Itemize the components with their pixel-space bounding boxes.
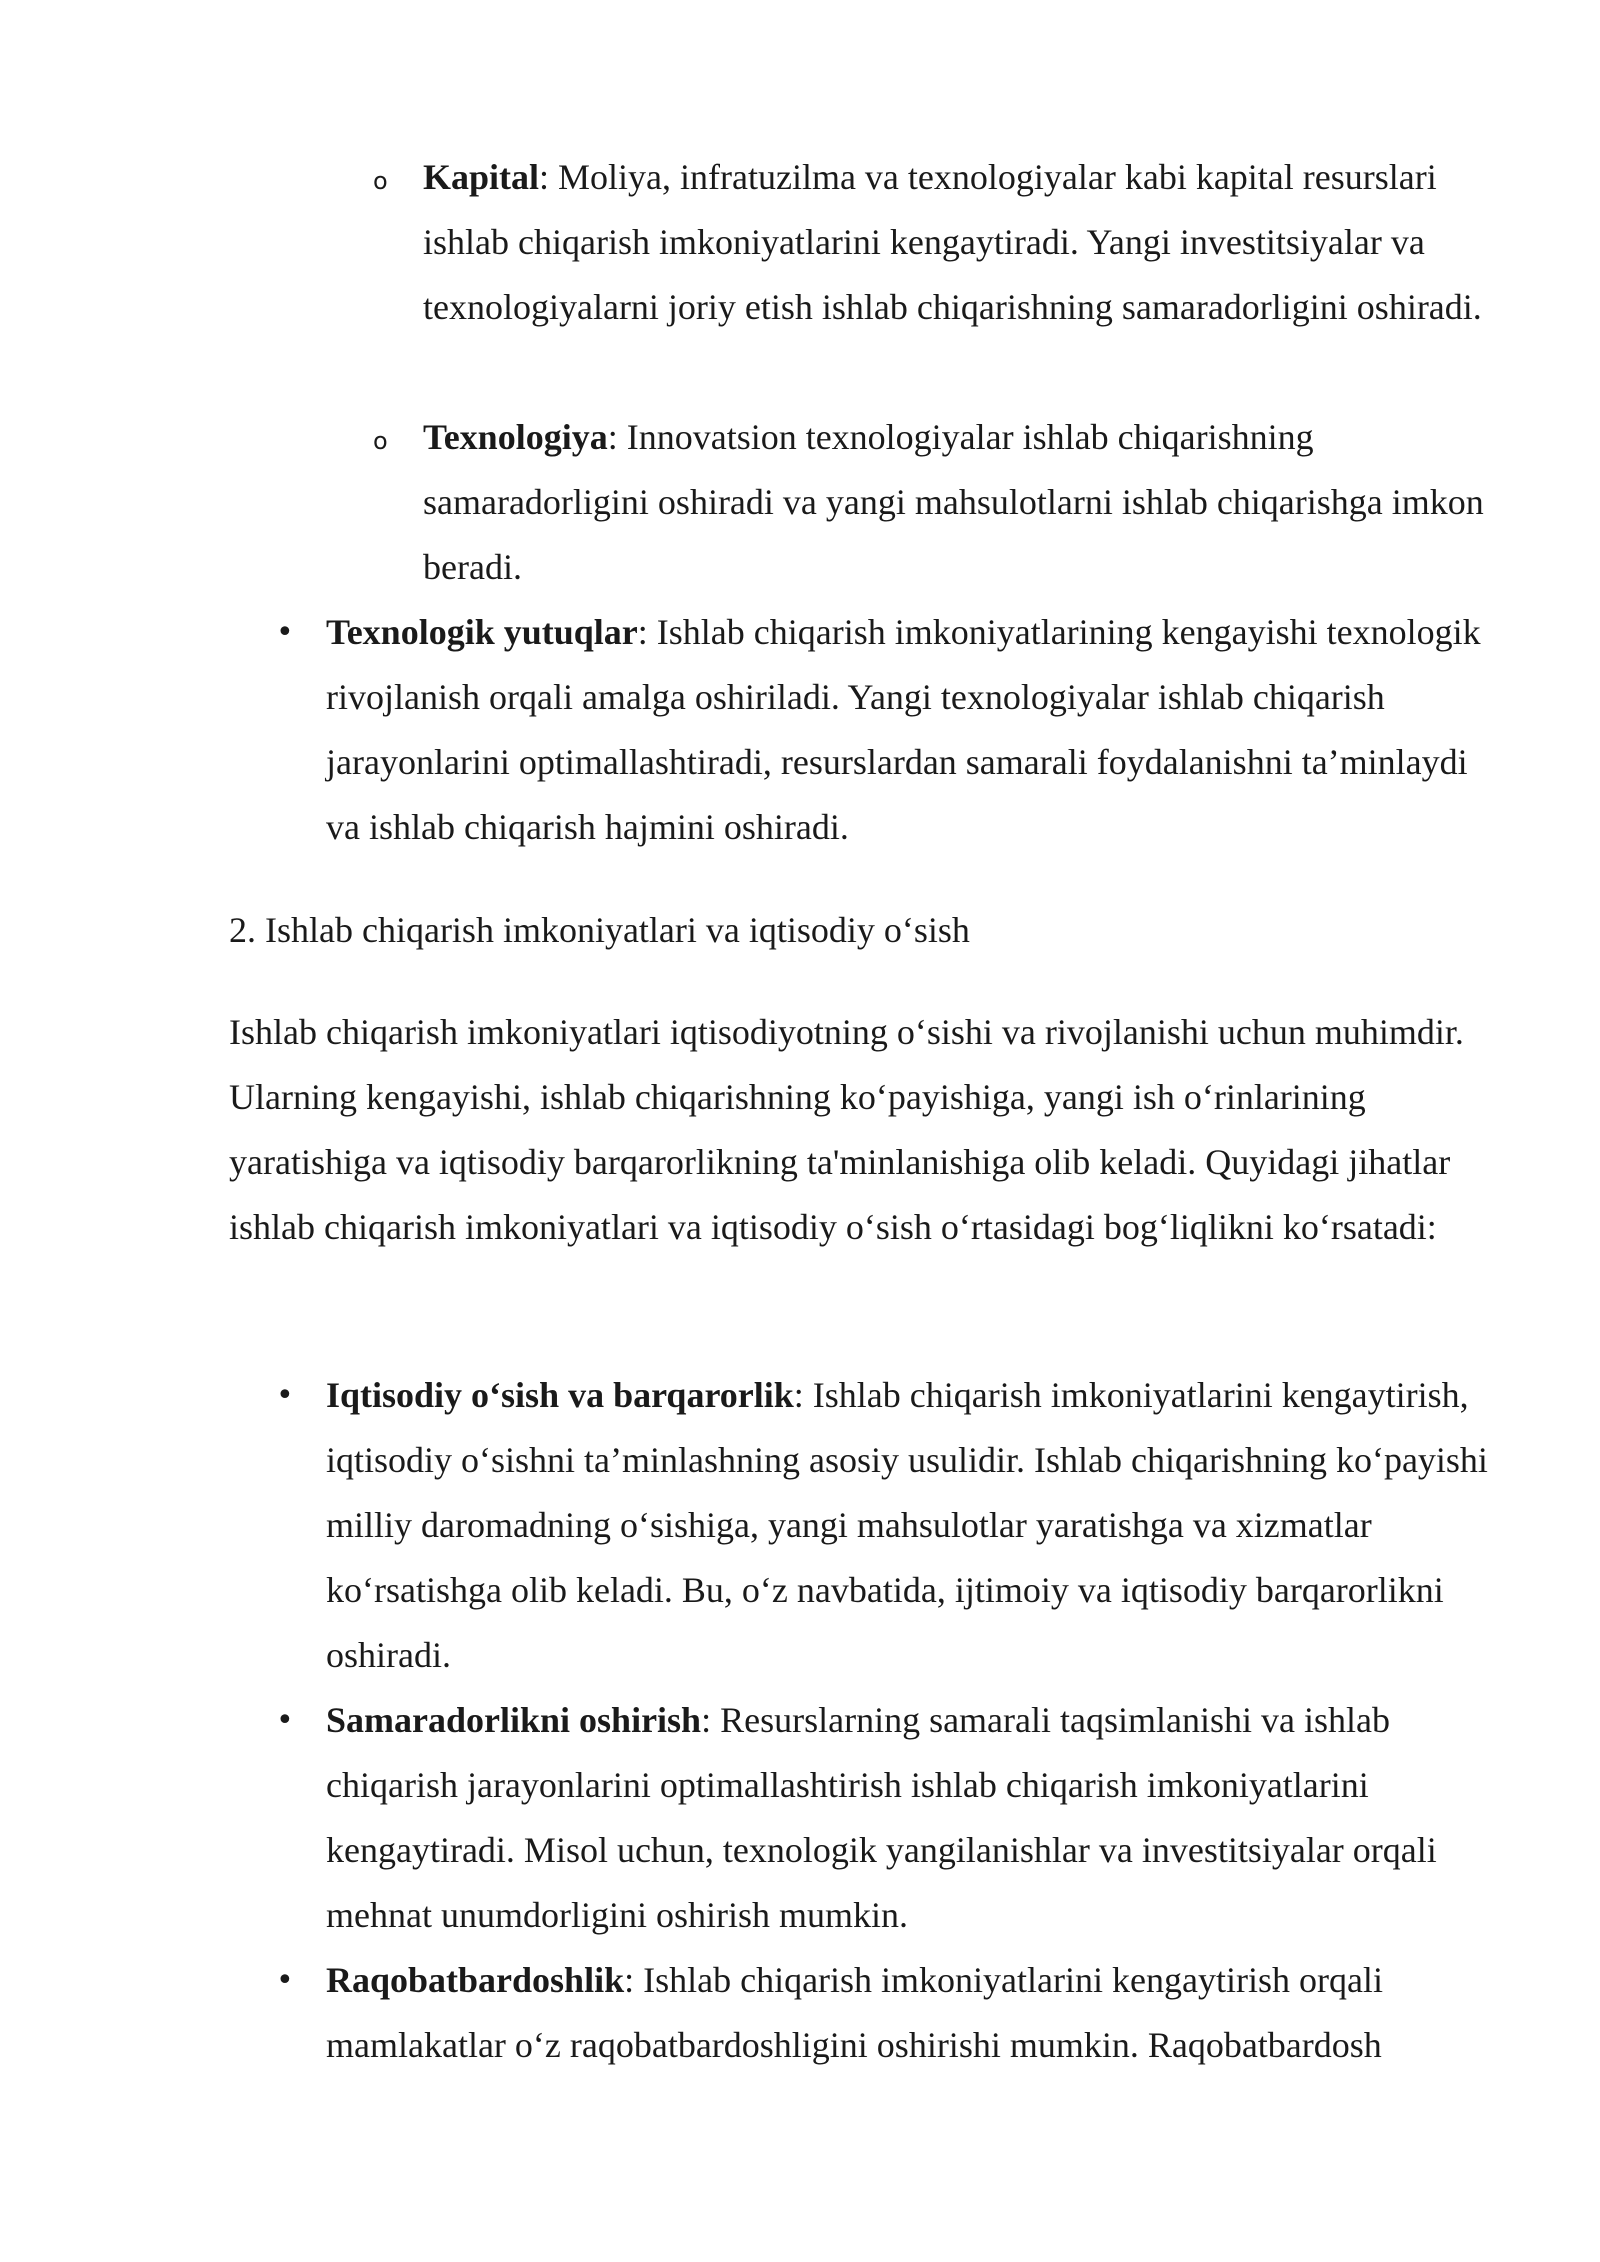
term-label: Texnologik yutuqlar xyxy=(326,612,638,652)
bullet-marker: • xyxy=(276,1378,294,1413)
list-item-iqtisodiy-osish xyxy=(326,1363,1496,1688)
term-label: Iqtisodiy o‘sish va barqarorlik xyxy=(326,1375,794,1415)
bullet-marker: • xyxy=(276,615,294,650)
term-description: : Ishlab chiqarish imkoniyatlarining kengayishi texnologik rivojlanish orqali amalga oshiriladi. Yangi texnologiyalar ishlab chiqarish jarayonlarini optimallashtiradi, resurslardan samarali foydalanishni ta’minlaydi va ishlab chiqarish hajmini oshiradi. xyxy=(326,612,1481,847)
term-description: : Ishlab chiqarish imkoniyatlarini kengaytirish orqali mamlakatlar o‘z raqobatbardoshligini oshirishi mumkin. Raqobatbardosh xyxy=(326,1960,1383,2065)
list-item-raqobatbardoshlik xyxy=(326,1948,1496,2078)
section-heading: 2. Ishlab chiqarish imkoniyatlari va iqtisodiy o‘sish xyxy=(229,910,970,950)
list-item-texnologiya xyxy=(423,405,1493,600)
term-description: : Moliya, infratuzilma va texnologiyalar kabi kapital resurslari ishlab chiqarish imkoniyatlarini kengaytiradi. Yangi investitsiyalar va texnologiyalarni joriy etish ishlab chiqarishning samaradorligini oshiradi. xyxy=(423,157,1482,327)
sub-bullet-marker: o xyxy=(373,167,388,195)
bullet-marker: • xyxy=(276,1963,294,1998)
term-label: Raqobatbardoshlik xyxy=(326,1960,625,2000)
term-label: Texnologiya xyxy=(423,417,608,457)
intro-paragraph: Ishlab chiqarish imkoniyatlari iqtisodiyotning o‘sishi va rivojlanishi uchun muhimdir. Ularning kengayishi, ishlab chiqarishning ko‘payishiga, yangi ish o‘rinlarining yaratishiga va iqtisodiy barqarorlikning ta'minlanishiga olib keladi. Quyidagi jihatlar ishlab chiqarish imkoniyatlari va iqtisodiy o‘sish o‘rtasidagi bog‘liqlikni ko‘rsatadi: xyxy=(229,1012,1464,1247)
term-description: : Innovatsion texnologiyalar ishlab chiqarishning samaradorligini oshiradi va yangi mahsulotlarni ishlab chiqarishga imkon beradi. xyxy=(423,417,1484,587)
list-item-texnologik-yutuqlar xyxy=(326,600,1496,860)
bullet-marker: • xyxy=(276,1703,294,1738)
term-description: : Ishlab chiqarish imkoniyatlarini kengaytirish, iqtisodiy o‘sishni ta’minlashning asosiy usulidir. Ishlab chiqarishning ko‘payishi milliy daromadning o‘sishiga, yangi mahsulotlar yaratishga va xizmatlar ko‘rsatishga olib keladi. Bu, o‘z navbatida, ijtimoiy va iqtisodiy barqarorlikni oshiradi. xyxy=(326,1375,1488,1675)
list-item-kapital xyxy=(423,145,1493,340)
term-description: : Resurslarning samarali taqsimlanishi va ishlab chiqarish jarayonlarini optimallashtirish ishlab chiqarish imkoniyatlarini kengaytiradi. Misol uchun, texnologik yangilanishlar va investitsiyalar orqali mehnat unumdorligini oshirish mumkin. xyxy=(326,1700,1437,1935)
term-label: Kapital xyxy=(423,157,540,197)
sub-bullet-marker: o xyxy=(373,427,388,455)
list-item-samaradorlik xyxy=(326,1688,1496,1948)
term-label: Samaradorlikni oshirish xyxy=(326,1700,702,1740)
